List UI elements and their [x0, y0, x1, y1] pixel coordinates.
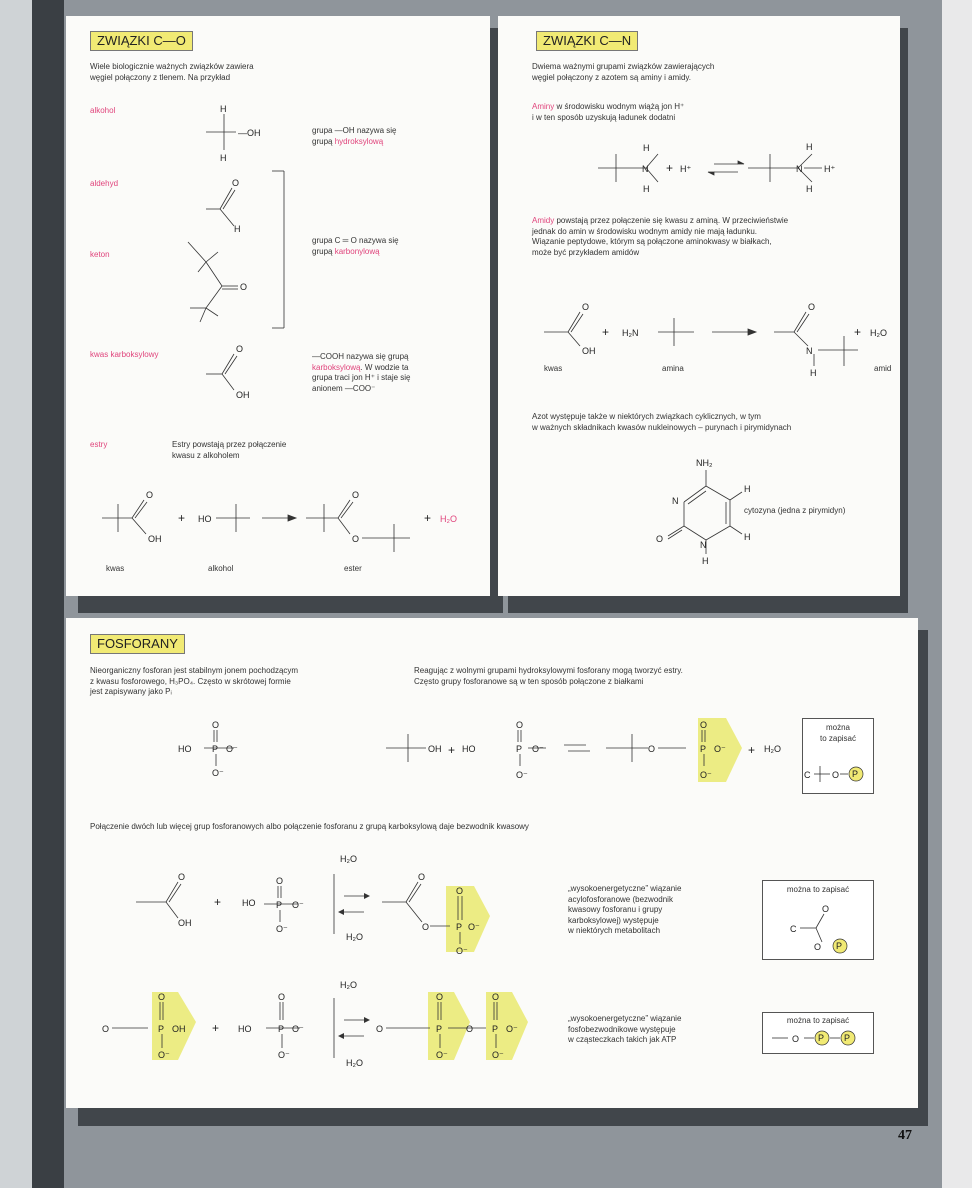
svg-text:+: +	[666, 161, 674, 175]
svg-text:OH: OH	[236, 390, 250, 400]
svg-text:H: H	[220, 104, 227, 114]
svg-text:P: P	[436, 1024, 443, 1034]
svg-text:H: H	[643, 143, 650, 153]
svg-text:O: O	[814, 942, 822, 952]
carboxyl-note: —COOH nazywa się grupą karboksylową. W wodzie ta grupa traci jon H⁺ i staje się anionem —COO⁻	[312, 352, 411, 393]
svg-text:H⁺: H⁺	[824, 164, 836, 174]
svg-text:O: O	[102, 1024, 110, 1034]
svg-text:+: +	[448, 743, 456, 757]
svg-text:N: N	[700, 540, 707, 550]
panel-c-n	[498, 16, 900, 596]
svg-text:O⁻: O⁻	[532, 744, 544, 754]
svg-text:P: P	[158, 1024, 165, 1034]
svg-text:OH: OH	[148, 534, 162, 544]
alkohol-label: alkohol	[90, 106, 116, 115]
kwas-label: kwas	[106, 564, 125, 573]
svg-text:O: O	[582, 302, 590, 312]
svg-text:O: O	[436, 992, 444, 1002]
svg-text:O: O	[456, 886, 464, 896]
svg-text:HO: HO	[462, 744, 476, 754]
amina-label: amina	[662, 364, 684, 373]
svg-text:O⁻: O⁻	[292, 900, 304, 910]
svg-text:C: C	[804, 770, 811, 780]
svg-text:O⁻: O⁻	[456, 946, 468, 956]
svg-text:O⁻: O⁻	[278, 1050, 290, 1060]
svg-text:O⁻: O⁻	[436, 1050, 448, 1060]
svg-text:H: H	[744, 484, 751, 494]
svg-text:P: P	[456, 922, 463, 932]
svg-text:O: O	[418, 872, 426, 882]
svg-text:O⁻: O⁻	[158, 1050, 170, 1060]
svg-text:O: O	[422, 922, 430, 932]
panel-fosforany-title: FOSFORANY	[90, 634, 185, 654]
fosforany-estry-text: Reagując z wolnymi grupami hydroksylowymi fosforany mogą tworzyć estry. Często grupy fosforanowe są w ten sposób połączone z białkami	[414, 666, 683, 686]
svg-text:O: O	[240, 282, 248, 292]
svg-text:P: P	[516, 744, 523, 754]
svg-text:O⁻: O⁻	[714, 744, 726, 754]
svg-text:H₂O: H₂O	[346, 1058, 363, 1068]
svg-text:O: O	[656, 534, 664, 544]
svg-text:H₂O: H₂O	[346, 932, 363, 942]
svg-text:O: O	[146, 490, 154, 500]
svg-text:H: H	[220, 153, 227, 163]
cytozyna-label: cytozyna (jedna z pirymidyn)	[744, 506, 846, 515]
svg-text:O⁻: O⁻	[492, 1050, 504, 1060]
right-page-margin	[942, 0, 972, 1188]
hydroxyl-note: grupa —OH nazywa się grupą hydroksylową	[312, 126, 397, 146]
svg-text:H₂O: H₂O	[764, 744, 781, 754]
svg-text:O⁻: O⁻	[226, 744, 238, 754]
acid-label: kwas karboksylowy	[90, 350, 159, 359]
svg-text:O: O	[822, 904, 830, 914]
svg-text:HO: HO	[238, 1024, 252, 1034]
svg-text:HO: HO	[178, 744, 192, 754]
svg-text:P: P	[844, 1033, 851, 1043]
svg-text:O: O	[492, 992, 500, 1002]
panel-c-o-title: ZWIĄZKI C—O	[90, 31, 193, 51]
svg-text:N: N	[642, 164, 649, 174]
svg-text:N: N	[672, 496, 679, 506]
svg-text:+: +	[424, 511, 432, 525]
azot-text: Azot występuje także w niektórych związkach cyklicznych, w tym w ważnych składnikach kwasów nukleinowych – purynach i pirymidynach	[532, 412, 792, 432]
alkohol-caption: alkohol	[208, 564, 234, 573]
svg-text:H₂O: H₂O	[870, 328, 887, 338]
svg-text:O⁻: O⁻	[276, 924, 288, 934]
svg-text:O⁻: O⁻	[292, 1024, 304, 1034]
svg-text:HO: HO	[198, 514, 212, 524]
svg-text:O⁻: O⁻	[516, 770, 528, 780]
svg-text:H₂O: H₂O	[340, 980, 357, 990]
note-box-1-text: można to zapisać	[819, 723, 857, 743]
c-n-structures	[498, 16, 900, 596]
svg-text:H: H	[643, 184, 650, 194]
svg-text:C: C	[790, 924, 797, 934]
panel-c-o	[66, 16, 490, 596]
page-number: 47	[898, 1128, 912, 1143]
svg-text:+: +	[212, 1021, 220, 1035]
svg-text:O: O	[232, 178, 240, 188]
aminy-text: Aminy w środowisku wodnym wiążą jon H⁺ i w ten sposób uzyskują ładunek dodatni	[532, 102, 685, 122]
svg-text:H₂O: H₂O	[340, 854, 357, 864]
svg-text:P: P	[836, 941, 843, 951]
svg-text:P: P	[276, 900, 283, 910]
svg-text:—OH: —OH	[238, 128, 261, 138]
svg-text:H⁺: H⁺	[680, 164, 692, 174]
svg-text:P: P	[278, 1024, 285, 1034]
svg-text:N: N	[806, 346, 813, 356]
svg-text:OH: OH	[428, 744, 442, 754]
acyl-text: „wysokoenergetyczne” wiązanie acylofosforanowe (bezwodnik kwasowy fosforanu i grupy karboksylowej) występuje w niektórych metabolitach	[568, 884, 682, 935]
intro-text: Wiele biologicznie ważnych związków zawiera węgiel połączony z tlenem. Na przykład	[90, 62, 254, 82]
book-spine-shadow	[32, 0, 64, 1188]
svg-text:H: H	[234, 224, 241, 234]
svg-text:NH₂: NH₂	[696, 458, 713, 468]
svg-text:P: P	[212, 744, 219, 754]
svg-text:+: +	[178, 511, 186, 525]
svg-text:O: O	[466, 1024, 474, 1034]
estry-label: estry	[90, 440, 108, 449]
panel-c-n-title: ZWIĄZKI C—N	[536, 31, 638, 51]
keton-label: keton	[90, 250, 110, 259]
svg-text:O: O	[376, 1024, 384, 1034]
fosfo-text: „wysokoenergetyczne” wiązanie fosfobezwodnikowe występuje w cząsteczkach takich jak ATP	[568, 1014, 682, 1044]
svg-text:O⁻: O⁻	[212, 768, 224, 778]
svg-text:OH: OH	[178, 918, 192, 928]
svg-text:O: O	[516, 720, 524, 730]
svg-text:O: O	[278, 992, 286, 1002]
aldehyd-label: aldehyd	[90, 179, 119, 188]
panel-fosforany	[66, 618, 918, 1108]
svg-text:O⁻: O⁻	[700, 770, 712, 780]
svg-text:+: +	[748, 743, 756, 757]
svg-text:OH: OH	[172, 1024, 186, 1034]
svg-text:P: P	[700, 744, 707, 754]
kwas-cn-label: kwas	[544, 364, 563, 373]
fosforany-intro: Nieorganiczny fosforan jest stabilnym jonem pochodzącym z kwasu fosforowego, H₃PO₄. Często w skrótowej formie jest zapisywany jako Pᵢ	[90, 666, 299, 696]
svg-text:O: O	[178, 872, 186, 882]
svg-text:+: +	[602, 325, 610, 339]
svg-text:+: +	[854, 325, 862, 339]
svg-text:O: O	[352, 490, 360, 500]
svg-text:O: O	[808, 302, 816, 312]
svg-text:O⁻: O⁻	[506, 1024, 518, 1034]
svg-text:O: O	[700, 720, 708, 730]
svg-text:O: O	[236, 344, 244, 354]
cn-intro: Dwiema ważnymi grupami związków zawierających węgiel połączony z azotem są aminy i amidy.	[532, 62, 715, 82]
note-box-3-text: można to zapisać	[786, 1016, 850, 1025]
svg-text:H: H	[806, 142, 813, 152]
bezwodnik-text: Połączenie dwóch lub więcej grup fosforanowych albo połączenie fosforanu z grupą karboksylową daje bezwodnik kwasowy	[90, 822, 529, 831]
amid-label: amid	[874, 364, 892, 373]
svg-text:H: H	[806, 184, 813, 194]
svg-text:O: O	[648, 744, 656, 754]
svg-text:H₂N: H₂N	[622, 328, 639, 338]
svg-text:H: H	[702, 556, 709, 566]
svg-text:H₂O: H₂O	[440, 514, 457, 524]
svg-text:HO: HO	[242, 898, 256, 908]
svg-text:O: O	[212, 720, 220, 730]
svg-text:P: P	[852, 769, 859, 779]
svg-text:O: O	[158, 992, 166, 1002]
ester-caption: ester	[344, 564, 362, 573]
c-o-structures	[66, 16, 490, 596]
svg-text:H: H	[744, 532, 751, 542]
amidy-text: Amidy powstają przez połączenie się kwasu z aminą. W przeciwieństwie jednak do amin w środowisku wodnym amidy nie mają ładunku. Wiązanie peptydowe, którym są połączone aminokwasy w białkach, może być przykładem amidów	[532, 216, 789, 257]
svg-text:N: N	[796, 164, 803, 174]
left-page-margin	[0, 0, 32, 1188]
svg-text:O: O	[792, 1034, 800, 1044]
svg-text:H: H	[810, 368, 817, 378]
svg-text:+: +	[214, 895, 222, 909]
svg-text:P: P	[492, 1024, 499, 1034]
svg-text:O: O	[276, 876, 284, 886]
svg-text:O: O	[832, 770, 840, 780]
carbonyl-note: grupa C ═ O nazywa się grupą karbonylową	[312, 236, 399, 256]
note-box-2-text: można to zapisać	[786, 885, 850, 894]
svg-text:O: O	[352, 534, 360, 544]
svg-text:O⁻: O⁻	[468, 922, 480, 932]
estry-text: Estry powstają przez połączenie kwasu z alkoholem	[172, 440, 287, 460]
phosphate-structures	[66, 618, 918, 1108]
svg-text:OH: OH	[582, 346, 596, 356]
svg-text:P: P	[818, 1033, 825, 1043]
